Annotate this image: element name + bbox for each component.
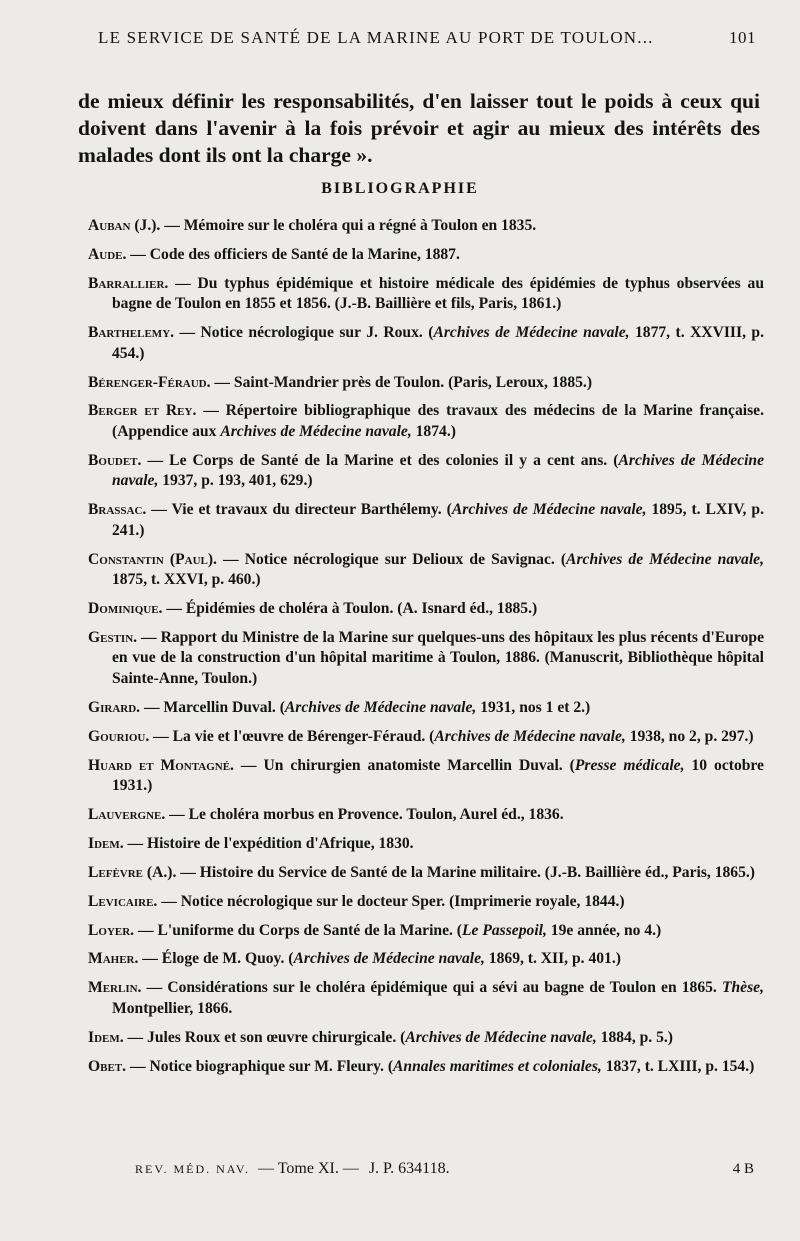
bibliography-entry — [88, 698, 764, 719]
reference-text: — Histoire du Service de Santé de la Marine militaire. (J.-B. Baillière éd., Paris, 1865.) — [176, 863, 755, 881]
reference-journal: Presse médicale, — [574, 756, 685, 774]
reference-details: 1895, t. LXIV, p. 241.) — [112, 501, 764, 539]
reference-details: 1874.) — [411, 422, 456, 440]
reference-author: Gestin. — [88, 628, 138, 646]
reference-author: Barrallier. — [88, 274, 169, 292]
reference-details: 1937, p. 193, 401, 629.) — [158, 472, 313, 490]
bibliography-entry — [88, 1057, 764, 1078]
reference-text: — Épidémies de choléra à Toulon. (A. Isnard éd., 1885.) — [162, 600, 538, 618]
reference-author: Berger et Rey. — [88, 402, 197, 420]
reference-author: Lefèvre (A.). — [88, 863, 177, 881]
reference-text: — Notice nécrologique sur J. Roux. ( — [174, 324, 434, 342]
reference-text: — La vie et l'œuvre de Bérenger-Féraud. ( — [149, 727, 435, 745]
reference-text: — Notice nécrologique sur le docteur Sper. (Imprimerie royale, 1844.) — [157, 892, 625, 910]
bibliography-entry — [88, 949, 764, 970]
reference-author: Gouriou. — [88, 727, 150, 745]
reference-text: — Notice nécrologique sur Delioux de Savignac. ( — [216, 550, 567, 568]
reference-author: Auban (J.). — [88, 217, 161, 234]
reference-details: 1869, t. XII, p. 401.) — [484, 950, 621, 968]
bibliography-entry — [88, 727, 764, 748]
reference-journal: Archives de Médecine navale, — [405, 1028, 597, 1046]
reference-author: Girard. — [88, 698, 141, 716]
footer-journal: REV. MÉD. NAV. — [135, 1162, 251, 1176]
reference-details: 1938, no 2, p. 297.) — [625, 727, 754, 745]
reference-text: — Du typhus épidémique et histoire médicale des épidémies de typhus observées au bagne de Toulon en 1855 et 1856. (J.-B. Baillière et fils, Paris, 1861.) — [112, 274, 764, 313]
reference-journal: Archives de Médecine navale, — [566, 550, 764, 568]
bibliography-entry — [88, 628, 764, 690]
reference-journal: Annales maritimes et coloniales, — [393, 1057, 602, 1075]
reference-text: — Vie et travaux du directeur Barthélemy. ( — [146, 501, 452, 519]
bibliography-list — [88, 216, 764, 1085]
reference-text: — Rapport du Ministre de la Marine sur quelques-uns des hôpitaux les plus récents d'Europe en vue de la construction d'un hôpital maritime à Toulon, 1886. (Manuscrit, Bibliothèque hôpital Sainte-Anne, Toulon.) — [112, 628, 764, 687]
bibliography-entry — [88, 323, 764, 364]
bibliography-entry — [88, 500, 764, 541]
reference-journal: Thèse, — [721, 979, 764, 997]
bibliography-entry — [88, 373, 764, 394]
bibliography-entry — [88, 245, 764, 266]
reference-text: — Jules Roux et son œuvre chirurgicale. ( — [123, 1028, 406, 1046]
page-footer — [135, 1160, 754, 1178]
bibliography-entry — [88, 892, 764, 913]
reference-text: — L'uniforme du Corps de Santé de la Marine. ( — [134, 921, 462, 939]
reference-journal: Archives de Médecine navale, — [433, 324, 630, 342]
reference-author: Obet. — [88, 1057, 127, 1075]
reference-text: — Notice biographique sur M. Fleury. ( — [126, 1057, 394, 1075]
bibliography-entry — [88, 1028, 764, 1049]
reference-author: Bérenger-Féraud. — [88, 373, 211, 391]
bibliography-entry — [88, 756, 764, 797]
bibliography-entry — [88, 978, 764, 1019]
reference-details: 19e année, no 4.) — [546, 921, 662, 939]
reference-details: 1837, t. LXIII, p. 154.) — [601, 1057, 755, 1075]
page-number: 101 — [729, 28, 756, 47]
reference-journal: Le Passepoil, — [462, 921, 547, 939]
reference-author: Maher. — [88, 950, 139, 968]
bibliography-entry — [88, 921, 764, 942]
reference-text: — Le Corps de Santé de la Marine et des colonies il y a cent ans. ( — [141, 451, 619, 469]
reference-journal: Archives de Médecine navale, — [112, 451, 764, 490]
reference-text: — Répertoire bibliographique des travaux des médecins de la Marine française. (Appendice aux — [112, 402, 764, 440]
reference-text: — Marcellin Duval. ( — [140, 698, 285, 716]
reference-author: Lauvergne. — [88, 805, 166, 823]
reference-details: 1877, t. XXVIII, p. 454.) — [112, 324, 764, 362]
reference-details: 1884, p. 5.) — [596, 1028, 673, 1046]
reference-text: — Considérations sur le choléra épidémique qui a sévi au bagne de Toulon en 1865. — [141, 979, 722, 997]
reference-author: Levicaire. — [88, 892, 158, 910]
footer-signature: 4 B — [732, 1161, 754, 1177]
reference-author: Brassac. — [88, 501, 147, 519]
reference-author: Idem. — [88, 1028, 124, 1046]
footer-tome: — Tome XI. — — [258, 1160, 359, 1177]
reference-details: 1875, t. XXVI, p. 460.) — [112, 571, 261, 589]
reference-author: Idem. — [88, 834, 124, 852]
intro-paragraph: de mieux définir les responsabilités, d'en laisser tout le poids à ceux qui doivent dans l'avenir à la fois prévoir et agir au mieux des intérêts des malades dont ils ont la charge ». — [78, 88, 760, 167]
reference-author: Barthelemy. — [88, 324, 175, 342]
reference-author: Loyer. — [88, 921, 135, 939]
reference-author: Constantin (Paul). — [88, 550, 217, 568]
reference-journal: Archives de Médecine navale, — [434, 727, 626, 745]
reference-text: — Un chirurgien anatomiste Marcellin Duval. ( — [233, 756, 575, 774]
reference-author: Huard et Montagné. — [88, 756, 234, 774]
reference-journal: Archives de Médecine navale, — [284, 698, 477, 716]
bibliography-entry — [88, 451, 764, 492]
reference-details: Montpellier, 1866. — [112, 999, 233, 1017]
bibliography-entry — [88, 216, 764, 237]
reference-author: Aude. — [88, 245, 127, 263]
reference-details: 10 octobre 1931.) — [112, 756, 764, 795]
running-title: LE SERVICE DE SANTÉ DE LA MARINE AU PORT DE TOULON... — [98, 28, 654, 47]
reference-journal: Archives de Médecine navale, — [451, 501, 647, 519]
reference-author: Boudet. — [88, 451, 142, 469]
reference-text: — Le choléra morbus en Provence. Toulon, Aurel éd., 1836. — [165, 805, 564, 823]
bibliography-entry — [88, 401, 764, 442]
reference-text: — Saint-Mandrier près de Toulon. (Paris, Leroux, 1885.) — [210, 373, 593, 391]
running-head — [98, 28, 756, 48]
reference-details: 1931, nos 1 et 2.) — [476, 698, 591, 716]
reference-author: Dominique. — [88, 600, 163, 618]
footer-print-ref: J. P. 634118. — [368, 1160, 450, 1177]
bibliography-entry — [88, 550, 764, 591]
reference-text: — Code des officiers de Santé de la Marine, 1887. — [126, 245, 460, 263]
reference-journal: Archives de Médecine navale, — [220, 422, 412, 440]
bibliography-entry — [88, 599, 764, 620]
reference-author: Merlin. — [88, 979, 142, 997]
reference-text: — Mémoire sur le choléra qui a régné à Toulon en 1835. — [160, 217, 537, 234]
section-title: BIBLIOGRAPHIE — [321, 180, 479, 197]
reference-text: — Histoire de l'expédition d'Afrique, 1830. — [123, 834, 414, 852]
reference-text: — Éloge de M. Quoy. ( — [138, 950, 294, 968]
bibliography-entry — [88, 274, 764, 315]
reference-journal: Archives de Médecine navale, — [293, 950, 485, 968]
bibliography-entry — [88, 834, 764, 855]
bibliography-entry — [88, 863, 764, 884]
bibliography-entry — [88, 805, 764, 826]
